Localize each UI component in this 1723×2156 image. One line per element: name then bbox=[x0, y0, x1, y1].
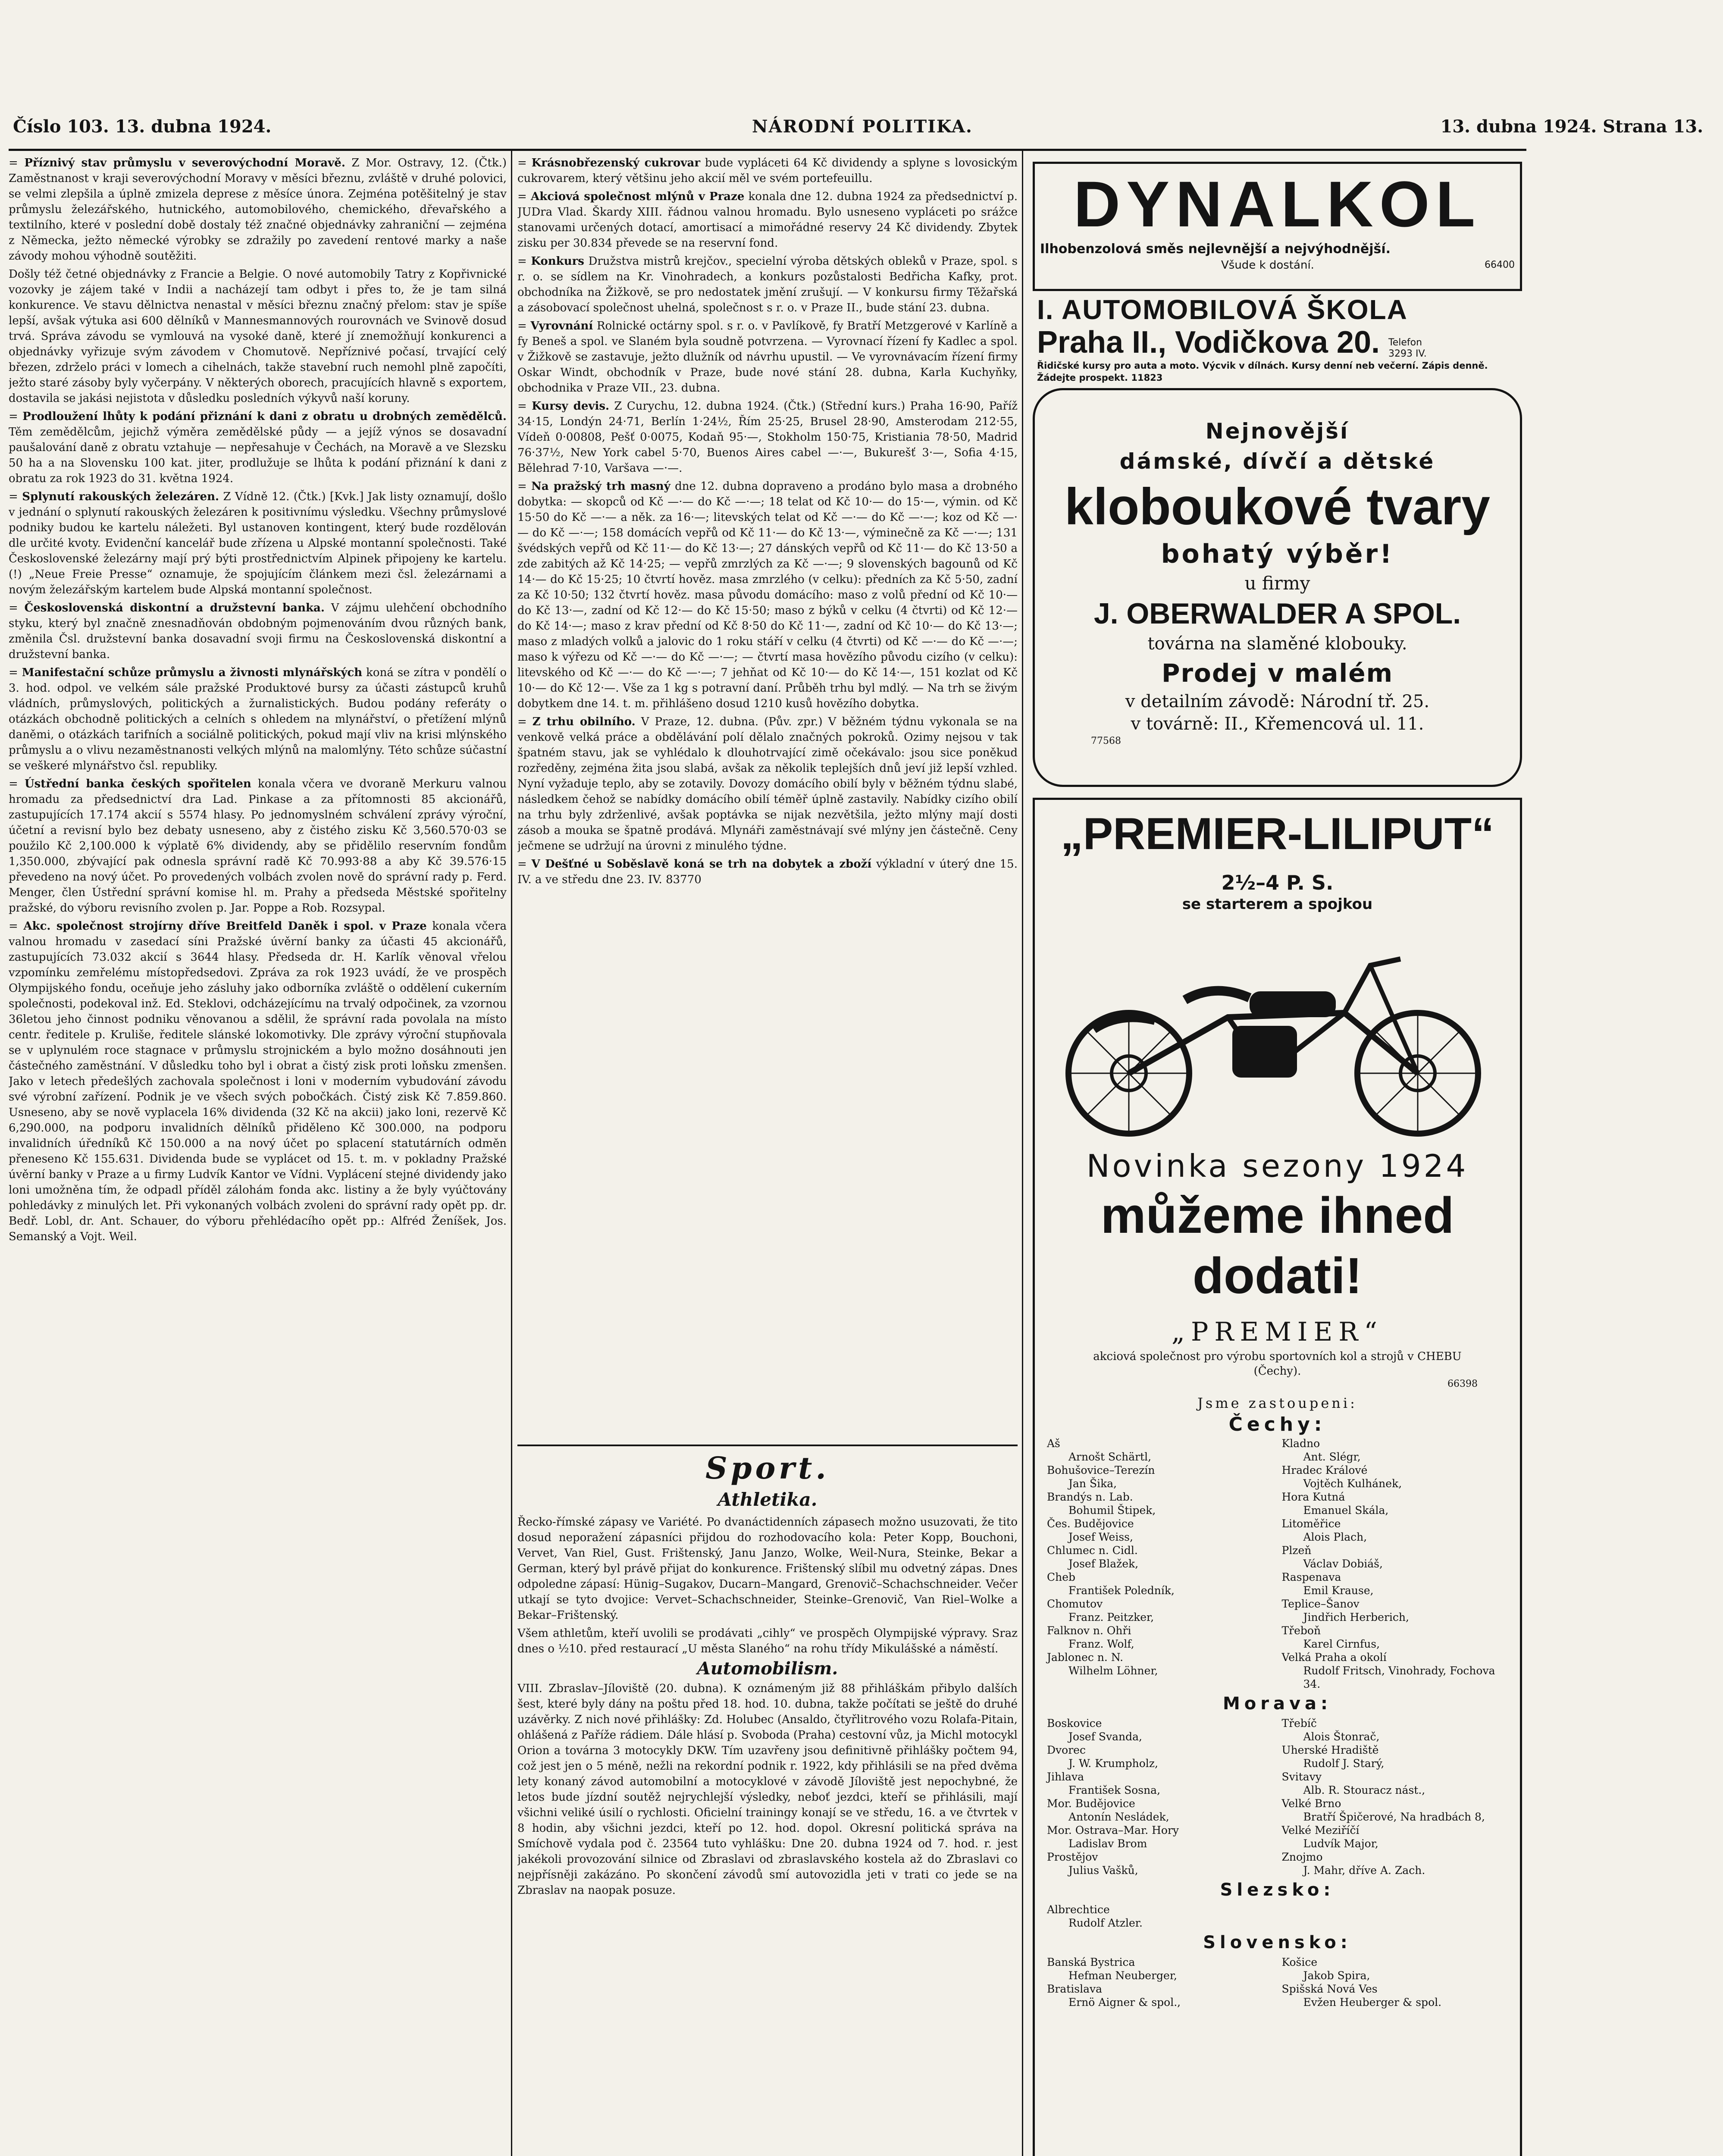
autoskola-ad bbox=[1033, 293, 1522, 383]
article-marker: = bbox=[517, 255, 531, 268]
article bbox=[9, 665, 507, 774]
dealer-line: Rudolf Atzler. bbox=[1068, 1917, 1143, 1929]
dealer-line: Rudolf Fritsch, Vinohrady, Fochova 34. bbox=[1303, 1664, 1495, 1690]
article bbox=[517, 318, 1018, 396]
dealer-line: Bratří Špičerové, Na hradbách 8, bbox=[1303, 1811, 1485, 1823]
article-body: bude vypláceti 64 Kč dividendy a splyne s lovosickým cukrovarem, který většinu jeho akcií měl ve svém portefeuillu. bbox=[517, 157, 1018, 185]
dealer-line: Jihlava bbox=[1047, 1771, 1084, 1783]
dealer-line: Třeboň bbox=[1281, 1624, 1321, 1637]
premier-firm: akciová společnost pro výrobu sportovních kol a strojů v CHEBU (Čechy). bbox=[1093, 1350, 1462, 1378]
column-divider bbox=[511, 151, 512, 2156]
article-body: konala včera valnou hromadu v zasedací síni Pražské úvěrní banky za účasti 45 akcionářů, zastupujících 73.032 akcií s 3644 hlasy. Předseda dr. H. Karlík věnoval vřelou vzpomínku zemřelému místopředsedovi. Zpráva za rok 1923 uvádí, že ve prospěch Olympijského fondu, oceňuje jeho zásluhy jako odborníka zvláště o oddělení cukerním společnosti, podekoval inž. Ed. Steklovi, odcházejícímu na trvalý odpočinek, za vzornou 36letou jeho činnost podniku věnovanou a sdělil, že správní rada povolala na místo centr. ředitele p. Kruliše, ředitele slánské lokomotivky. Dle zprávy výroční stupňovala se v uplynulém roce stagnace v průmyslu strojnickém a bylo možno dosáhnouti jen částečného zaměstnání. V důsledku toho byl i obrat a čistý zisk proti loňsku zmenšen. Jako v letech předešlých zachovala společnost i loni v moderním vybudování závodu své výrobní zařízení. Podnik je ve všech svých pobočkách. Čistý zisk Kč 7.859.860. Usneseno, aby se nově vyplacela 16% dividenda (32 Kč na akcii) jako loni, rezervě Kč 6,290.000, na podporu invalidních dělníků přiděleno Kč 300.000, na podporu invalidních úředníků Kč 150.000 a na nový účet po splacení statutárních odměn přeneseno Kč 155.631. Dividenda bude se vyplácet od 15. t. m. v pokladny Pražské úvěrní banky v Praze a u firmy Ludvík Kantor ve Vídni. Vyplácení stejné dividendy jako loni umožněna tím, že odpadl příděl zálohám fonda akc. listiny a že byly vyúčtovány pohledávky z minulých let. Při vykonaných volbách zvoleni do správní rady opět pp. dr. Bedř. Lobl, dr. Ant. Schauer, do výboru přehlédacího opět pp.: Alfréd Ženíšek, Jos. Semanský a Vojt. Weil. bbox=[9, 920, 507, 1243]
header-right: 13. dubna 1924. Strana 13. bbox=[1440, 116, 1703, 137]
morava-left-list bbox=[1043, 1717, 1278, 1877]
autoskola-line: Řidičské kursy pro auta a moto. Výcvik v dílnách. Kursy denní neb večerní. Zápis denně. Žádejte prospekt. 11823 bbox=[1037, 360, 1488, 383]
article-body: V Praze, 12. dubna. (Pův. zpr.) V běžném týdnu vykonala se na venkově velká práce a obdělávání polí dělalo značných pokroků. Ozimy nejsou v tak špatném stavu, jak se vyhlédalo k dlouhotrvající zimě očekávalo: jsou sice poněkud rozředěny, zejména žita jsou slabá, avšak za několik teplejších dnů jeví již lepší vzhled. Nyní vyžaduje teplo, aby se zotavily. Dovozy domácího obilí byly v běžném týdnu slabé, následkem čehož se nabídky domácího obilí téměř úplně zastavily. Nabídky cizího obilí na trhu byly zdrženlivé, avšak poptávka se nijak nezvětšila, ježto mlýny mají dosti zásob a mouka se špatně prodává. Mlynáři zaměstnávají své mlýny jen částečně. Ceny ječmene se udržují na úrovni z minulého týdne. bbox=[517, 715, 1018, 852]
header-left: Číslo 103. 13. dubna 1924. bbox=[13, 116, 272, 137]
hats-firm: J. OBERWALDER A SPOL. bbox=[1093, 597, 1461, 630]
column-2 bbox=[517, 155, 1018, 1440]
dealer-line: František Poledník, bbox=[1068, 1584, 1175, 1597]
autoskola-phone: Telefon 3293 IV. bbox=[1388, 337, 1427, 359]
article-body: konala dne 12. dubna 1924 za předsednictví p. JUDra Vlad. Škardy XIII. řádnou valnou hromadu. Bylo usneseno vypláceti po srážce stanovami určených dotací, amortisací a mimořádné reservy 24 Kč dividendy. Zbytek zisku per 30.834 převede se na reservní fond. bbox=[517, 190, 1018, 250]
article-body: Rolnické octárny spol. s r. o. v Pavlíkově, fy Bratří Metzgerové v Karlíně a fy Beneš a spol. ve Slaném byla soudně potvrzena. — Vyrovnací řízení fy Kadlec a spol. v Žižkově se zastavuje, ježto dlužník od návrhu upustil. — Ve vyrovnávacím řízení firmy Oskar Windt, obchodník v Praze, bude nové stání 28. dubna, Karla Kuchyňky, obchodnika v Praze VII., 23. dubna. bbox=[517, 320, 1018, 395]
premier-ps: 2½–4 P. S. bbox=[1221, 871, 1334, 894]
premier-code: 66398 bbox=[1447, 1379, 1478, 1389]
dealer-line: Falknov n. Ohři bbox=[1047, 1624, 1131, 1637]
slovensko-left-list bbox=[1043, 1955, 1278, 2009]
article-body: Těm zemědělcům, jejichž výměra zemědělské půdy — a jejíž výnos se dosavadní paušalování daně z obratu vztahuje — nepřesahuje v Čechách, na Moravě a ve Slezsku 50 ha a na Slovensku 100 kat. jiter, prodlužuje se lhůta k podání přiznání k dani z obratu za rok 1923 do 31. května 1924. bbox=[9, 426, 507, 485]
article bbox=[9, 155, 507, 264]
article-marker: = bbox=[9, 490, 22, 503]
dealer-line: Mor. Ostrava–Mar. Hory bbox=[1047, 1824, 1179, 1836]
morava-right-list bbox=[1278, 1717, 1513, 1877]
article-headline: Krásnobřezenský cukrovar bbox=[531, 157, 701, 169]
dealer-line: Prostějov bbox=[1047, 1851, 1098, 1863]
sport-subtitle-2: Automobilism. bbox=[697, 1658, 838, 1679]
dealer-line: Dvorec bbox=[1047, 1744, 1086, 1756]
dealer-line: Velké Brno bbox=[1281, 1797, 1341, 1810]
article-headline: Kursy devis. bbox=[532, 400, 610, 413]
premier-ad bbox=[1033, 798, 1522, 2156]
dealer-line: Velké Meziříčí bbox=[1281, 1824, 1360, 1836]
column-divider bbox=[1022, 151, 1023, 2156]
article-body: Z Mor. Ostravy, 12. (Čtk.) Zaměstnanost v kraji severovýchodní Moravy v měsíci březnu, zvláště v druhé polovici, se velmi zlepšila a úplně zmizela deprese z měsíce února. Zejména potěšitelný je stav průmyslu železářského, hutnického, automobilového, chemického, dřevařského a textilního, které v poslední době dostaly též značné objednávky zahraniční — zejména z Německa, ježto německé výrobky se zdražily po zavedení rentové marky a naše závody mohou výhodně soutěžiti. bbox=[9, 157, 507, 263]
dynalkol-name: DYNALKOL bbox=[1073, 168, 1482, 240]
dealer-line: Banská Bystrica bbox=[1047, 1956, 1135, 1968]
motorcycle-illustration bbox=[1043, 918, 1515, 1142]
article-headline: V Dešťné u Soběslavě koná se trh na dobytek a zboží bbox=[531, 858, 872, 871]
dealer-line: Julius Vašků, bbox=[1068, 1864, 1138, 1877]
article-headline: Manifestační schůze průmyslu a živnosti mlynářských bbox=[22, 666, 363, 679]
dealer-line: Jakob Spira, bbox=[1303, 1969, 1370, 1982]
dynalkol-ad bbox=[1033, 162, 1522, 291]
autoskola-title: I. AUTOMOBILOVÁ ŠKOLA bbox=[1037, 294, 1408, 325]
dealer-line: Jindřich Herberich, bbox=[1303, 1611, 1409, 1623]
dealer-line: Košice bbox=[1281, 1956, 1318, 1968]
article bbox=[9, 600, 507, 662]
column-1 bbox=[9, 155, 507, 2156]
article-headline: Příznivý stav průmyslu v severovýchodní Moravě. bbox=[24, 157, 345, 169]
sport-text-2: Všem athletům, kteří uvolili se prodávati „cihly“ ve prospěch Olympijské výpravy. Sraz dnes o ½10. před restaurací „U města Slaného“ na rohu třídy Mikulášské a náměstí. bbox=[517, 1627, 1018, 1655]
dynalkol-code: 66400 bbox=[1485, 260, 1515, 270]
premier-novinka: Novinka sezony 1924 bbox=[1086, 1148, 1469, 1184]
region-morava: Morava: bbox=[1222, 1694, 1332, 1714]
hats-line1: Nejnovější bbox=[1205, 419, 1350, 444]
dealer-line: Spišská Nová Ves bbox=[1281, 1983, 1378, 1995]
dealer-line: Alois Plach, bbox=[1303, 1531, 1367, 1543]
dealer-line: Josef Svanda, bbox=[1068, 1730, 1143, 1743]
article-headline: Vyrovnání bbox=[530, 320, 593, 332]
dealer-line: Hradec Králové bbox=[1281, 1464, 1368, 1476]
article-marker: = bbox=[9, 410, 23, 423]
region-cechy: Čechy: bbox=[1228, 1413, 1326, 1435]
dealer-line: František Sosna, bbox=[1068, 1784, 1161, 1796]
article-headline: Na pražský trh masný bbox=[531, 480, 670, 493]
article bbox=[517, 479, 1018, 711]
dealer-line: Teplice–Šanov bbox=[1281, 1598, 1360, 1610]
article-body: výkladní v úterý dne 15. IV. a ve středu dne 23. IV. 83770 bbox=[517, 858, 1018, 886]
article bbox=[517, 398, 1018, 476]
dealer-line: Hefman Neuberger, bbox=[1068, 1969, 1177, 1982]
sport-rule bbox=[517, 1445, 1018, 1446]
article-marker: = bbox=[517, 480, 532, 493]
dealer-line: Franz. Peitzker, bbox=[1068, 1611, 1154, 1623]
dealer-line: Antonín Nesládek, bbox=[1068, 1811, 1169, 1823]
article-marker: = bbox=[517, 190, 531, 203]
article-marker: = bbox=[517, 400, 532, 413]
premier-brand: „PREMIER“ bbox=[1171, 1317, 1384, 1347]
article-marker: = bbox=[9, 920, 24, 933]
dealer-line: Albrechtice bbox=[1047, 1903, 1110, 1916]
article-body: V zájmu ulehčení obchodního styku, který byl značně znesnadňován obdobným pojmenováním dvou různých bank, změnila Čsl. družstevní banka dosavadní svoji firmu na Československá diskontní a družstevní banka. bbox=[9, 602, 507, 661]
region-slovensko: Slovensko: bbox=[1203, 1933, 1352, 1952]
article-headline: Československá diskontní a družstevní banka. bbox=[24, 602, 325, 614]
dealer-line: Alb. R. Stouracz nást., bbox=[1303, 1784, 1425, 1796]
article bbox=[517, 856, 1018, 887]
dealer-line: Václav Dobiáš, bbox=[1303, 1557, 1383, 1570]
hats-line10: v továrně: II., Křemencová ul. 11. bbox=[1131, 714, 1424, 734]
dealer-line: Josef Blažek, bbox=[1068, 1557, 1139, 1570]
header-rule bbox=[9, 149, 1526, 151]
sport-text-3: VIII. Zbraslav–Jíloviště (20. dubna). K oznámeným již 88 přihláškám přibylo dalších šest, které byly dány na poštu před 18. hod. 10. dubna, takže počítati se ještě do druhé uzávěrky. Z nich nové přihlášky: Zd. Holubec (Ansaldo, čtyřlitrového vozu Rolafa-Pitain, ohlášená z Paříže rádiem. Dále hlásí p. Svoboda (Praha) cestovní vůz, ja Michl motocykl Orion a továrna 3 motocykly DKW. Tím uzavřeny jsou definitivně přihlášky počtem 94, což jest jen o 5 méně, nežli na rekordní podnik r. 1922, kdy přihlásili se na před dvěma lety konaný závod automobilní a motocyklové v závodě Jíloviště jest nepochybné, že letos bude jízdní soutěž nejrychlejší výsledky, neboť jezdci, kteří se přihlásili, mají všichni veliké úsilí o rychlosti. Oficielní trainingy konají se ve středu, 16. a ve čtvrtek v 8 hodin, aby všichni jezdci, kteří po 12. hod. dopol. Okresní politická správa na Smíchově vydala pod č. 23564 tuto vyhlášku: Dne 20. dubna 1924 od 7. hod. r. jest jakékoli provozování silnice od Zbraslavi od zbraslavského kostela až do Zbraslavi co nejpřísněji zakázáno. Po skončení závodů smí autovozidla jeti v trati co jede se na Zbraslav na naopak posuze. bbox=[517, 1682, 1018, 1897]
article-headline: Konkurs bbox=[531, 255, 584, 268]
dealer-line: Alois Štonrač, bbox=[1303, 1730, 1380, 1743]
dealer-line: Chomutov bbox=[1047, 1598, 1103, 1610]
dealer-line: Arnošt Schärtl, bbox=[1068, 1451, 1152, 1463]
premier-title: „PREMIER-LILIPUT“ bbox=[1060, 809, 1494, 859]
article-body: Z Vídně 12. (Čtk.) [Kvk.] Jak listy oznamují, došlo v jednání o splynutí rakouských železáren k positivnímu výsledku. Všechny průmyslové podniky budou ke kartelu náležeti. Byl ustanoven kontingent, který bude rozdělován dle určité kvoty. Evidenční kancelář bude zřízena u Alpské montanní společnosti. Také Československé železárny mají prý býti prostřednictvím Alpinek připojeny ke kartelu. (!) „Neue Freie Presse“ oznamuje, že spojujícím článkem mezi čsl. železárnami a novým železářským kartelem bude Alpská montanní společnost. bbox=[9, 490, 507, 596]
hats-line2: dámské, dívčí a dětské bbox=[1119, 449, 1435, 474]
dealer-line: Bohumil Štipek, bbox=[1068, 1504, 1156, 1517]
article bbox=[9, 489, 507, 598]
dealer-line: Franz. Wolf, bbox=[1068, 1638, 1134, 1650]
article bbox=[9, 409, 507, 486]
dealer-line: Velká Praha a okolí bbox=[1281, 1651, 1387, 1664]
article-body: Družstva mistrů krejčov., specielní výroba dětských obleků v Praze, spol. s r. o. se sídlem na Kr. Vinohradech, a konkurs pozůstalosti Bedřicha Kafky, prot. obchodníka na Žižkově, se pro nedostatek jmění zrušují. — V konkursu firmy Těžařská a zásobovací společnost uhelná, společnost s r. o. v Praze II., bude stání 23. dubna. bbox=[517, 255, 1018, 314]
article-marker: = bbox=[517, 320, 531, 332]
article-body: konala včera ve dvoraně Merkuru valnou hromadu za předsednictví dra Lad. Pinkase a za přítomnosti 85 akcionářů, zastupujících 17.174 akcií s 5574 hlasy. Po jednomyslném schválení zprávy výroční, účetní a revisní bylo bez debaty usneseno, aby z čistého zisku Kč 3,560.570·03 se použilo Kč 2,100.000 k výplatě 6% dividendy, aby se přidělilo reservním fondům 1,350.000, zbývající pak odnesla správní radě Kč 70.993·88 a aby Kč 39.576·15 převedeno na nový účet. Po provedených volbách zvolen nově do správní rady p. Ferd. Menger, člen Ústřední správní komise hl. m. Prahy a předseda Městské spořitelny pražské, do výboru revisního zvolen p. Jar. Poppe a Rob. Rozsypal. bbox=[9, 777, 507, 915]
dealer-line: Uherské Hradiště bbox=[1281, 1744, 1379, 1756]
dealer-line: Cheb bbox=[1047, 1571, 1076, 1583]
article bbox=[517, 254, 1018, 316]
sport-text-1: Řecko-římské zápasy ve Variété. Po dvanáctidenních zápasech možno usuzovati, že tito dosud neporažení zápasníci přijdou do rozhodovacího kola: Peter Kopp, Bouchoni, Vervet, Van Riel, Gust. Frištenský, Janu Janzo, Wolke, Weil-Nura, Steinke, Bekar a German, který byl právě přijat do konkurence. Frištenský slíbil mu odvetný zápas. Dnes odpoledne zápasí: Hünig–Sugakov, Ducarn–Mangard, Grenovič–Schachschneider. Večer utkají se tyto dvojice: Vervet–Schachschneider, Steinke–Grenovič, Van Riel–Wolke a Bekar–Frištenský. bbox=[517, 1516, 1018, 1622]
dealer-line: Čes. Budějovice bbox=[1047, 1517, 1134, 1530]
dealer-line: Raspenava bbox=[1281, 1571, 1341, 1583]
dealer-line: Emil Krause, bbox=[1303, 1584, 1374, 1597]
dealer-line: Evžen Heuberger & spol. bbox=[1303, 1996, 1442, 2009]
article-headline: Akc. společnost strojírny dříve Breitfeld Daněk i spol. v Praze bbox=[23, 920, 427, 933]
dealer-line: Ant. Slégr, bbox=[1303, 1451, 1361, 1463]
premier-starter: se starterem a spojkou bbox=[1182, 896, 1373, 913]
autoskola-address: Praha II., Vodičkova 20. bbox=[1037, 325, 1380, 360]
dealer-line: Wilhelm Löhner, bbox=[1068, 1664, 1158, 1677]
dealer-line: Emanuel Skála, bbox=[1303, 1504, 1389, 1517]
dealer-line: Kladno bbox=[1281, 1437, 1320, 1450]
article-headline: Splynutí rakouských železáren. bbox=[22, 490, 219, 503]
article-body: Z Curychu, 12. dubna 1924. (Čtk.) (Střední kurs.) Praha 16·90, Paříž 34·15, Londýn 24·71, Berlín 1·24½, Řím 25·25, Brusel 28·90, Amsterodam 212·55, Vídeň 0·00808, Pešť 0·0075, Kodaň 95·—, Stokholm 150·75, Kristiania 78·50, Madrid 76·37½, New York cabel 5·70, Buenos Aires cabel —·—, Bukurešť 3·—, Sofia 4·15, Bělehrad 7·10, Varšava —·—. bbox=[517, 400, 1018, 475]
article-headline: Prodloužení lhůty k podání přiznání k dani z obratu u drobných zemědělců. bbox=[22, 410, 507, 423]
dealer-line: Plzeň bbox=[1281, 1544, 1312, 1557]
sport-title: Sport. bbox=[705, 1450, 830, 1486]
dealer-line: Jablonec n. N. bbox=[1047, 1651, 1124, 1664]
header-title: NÁRODNÍ POLITIKA. bbox=[752, 116, 973, 137]
dealer-line: Třebíč bbox=[1281, 1717, 1317, 1730]
dynalkol-line2: Všude k dostání. bbox=[1221, 259, 1314, 272]
dealer-line: J. W. Krumpholz, bbox=[1068, 1757, 1158, 1770]
hats-code: 77568 bbox=[1091, 736, 1121, 746]
region-slezsko: Slezsko: bbox=[1220, 1880, 1335, 1900]
dealer-line: Karel Cirnfus, bbox=[1303, 1638, 1380, 1650]
article-marker: = bbox=[9, 602, 25, 614]
hats-line4: bohatý výběr! bbox=[1161, 539, 1394, 569]
dealer-line: Znojmo bbox=[1281, 1851, 1323, 1863]
article-marker: = bbox=[9, 157, 25, 169]
dealer-line: Hora Kutná bbox=[1281, 1491, 1345, 1503]
hats-line5: u firmy bbox=[1244, 573, 1310, 594]
dealer-line: Rudolf J. Starý, bbox=[1303, 1757, 1385, 1770]
hats-ad bbox=[1033, 388, 1522, 787]
premier-dodati: můžeme ihned dodati! bbox=[1100, 1187, 1454, 1304]
article-marker: = bbox=[9, 777, 25, 790]
dealer-line: Bohušovice–Terezín bbox=[1047, 1464, 1155, 1476]
article bbox=[9, 918, 507, 1244]
dynalkol-line1: Ilhobenzolová směs nejlevnější a nejvýhodnější. bbox=[1040, 241, 1391, 257]
cechy-right-list bbox=[1278, 1437, 1513, 1691]
hats-line3: kloboukové tvary bbox=[1064, 478, 1490, 536]
article-body: koná se zítra v pondělí o 3. hod. odpol. ve velkém sále pražské Produktové bursy za účasti zástupců kruhů vládních, průmyslových, politických a žurnalistických. Budou podány referáty o otázkách obchodně politických a celních s ohledem na mlynářství, o přetížení mlýnů daněmi, o otázkách tarifních a sociálně politických, pokud mají vliv na krisi mlýnského průmyslu a o vlivu nezaměstnanosti velkých mlýnů na maloml‌ýny. Této schůze súčastní se veškeré mlynářstvo čsl. republiky. bbox=[9, 666, 507, 772]
dealer-line: Ludvík Major, bbox=[1303, 1837, 1378, 1850]
dealer-line: Aš bbox=[1047, 1437, 1060, 1450]
dealer-line: Josef Weiss, bbox=[1068, 1531, 1133, 1543]
article-headline: Akciová společnost mlýnů v Praze bbox=[531, 190, 745, 203]
article-marker: = bbox=[517, 157, 532, 169]
dealer-line: Ernö Aigner & spol., bbox=[1068, 1996, 1181, 2009]
sport-section bbox=[517, 1449, 1018, 2156]
dealer-line: Jan Šika, bbox=[1068, 1477, 1117, 1490]
article-body: Došly též četné objednávky z Francie a Belgie. O nové automobily Tatry z Kopřivnické vozovky je zájem také v Indii a nacházejí tam odbyt i přes to, že je tam silná konkurence. Ve stavu dělnictva nenastal v měsíci březnu značný přelom: stav je spíše lepší, avšak výtuka asi 600 dělníků v Mannesmannových rourovnách ve Svinově dosud trvá. Správa závodu se vymlouvá na vysoké daně, které jí znemožňují konkurenci a objednávky vyřizuje svým závodem v Chomutově. Nepříznivé počasí, trvající celý březen, zdrželo práci v lomech a cihelnách, takže stavební ruch nemohl plně započíti, ježto staré zásoby byly vyčerpány. V některých oborech, pracujících hlavně s exportem, dostavila se jakási nejistota v důsledku posledních výkyvů naší koruny. bbox=[9, 268, 507, 405]
premier-jsme: Jsme zastoupeni: bbox=[1197, 1395, 1357, 1411]
article bbox=[9, 776, 507, 916]
dealer-line: Chlumec n. Cidl. bbox=[1047, 1544, 1138, 1557]
dealer-line: J. Mahr, dříve A. Zach. bbox=[1303, 1864, 1425, 1877]
article bbox=[517, 189, 1018, 251]
article-marker: = bbox=[9, 666, 22, 679]
hats-line7: továrna na slaměné klobouky. bbox=[1147, 634, 1407, 654]
article-headline: Ústřední banka českých spořitelen bbox=[25, 777, 251, 790]
slezsko-list bbox=[1043, 1903, 1512, 1930]
article-headline: Z trhu obilního. bbox=[532, 715, 636, 728]
article-marker: = bbox=[517, 715, 533, 728]
article bbox=[517, 714, 1018, 854]
sport-subtitle: Athletika. bbox=[717, 1489, 818, 1510]
cechy-left-list bbox=[1043, 1437, 1278, 1691]
dealer-line: Litoměřice bbox=[1281, 1517, 1341, 1530]
article bbox=[9, 266, 507, 406]
article-marker: = bbox=[517, 858, 532, 871]
dealer-line: Bratislava bbox=[1047, 1983, 1103, 1995]
dealer-line: Svitavy bbox=[1281, 1771, 1322, 1783]
article bbox=[517, 155, 1018, 186]
slovensko-right-list bbox=[1278, 1955, 1513, 2009]
dealer-line: Boskovice bbox=[1047, 1717, 1102, 1730]
dealer-line: Mor. Budějovice bbox=[1047, 1797, 1135, 1810]
hats-line8: Prodej v malém bbox=[1161, 658, 1394, 688]
dealer-line: Ladislav Brom bbox=[1068, 1837, 1147, 1850]
hats-line9: v detailním závodě: Národní tř. 25. bbox=[1125, 692, 1430, 711]
dealer-line: Vojtěch Kulhánek, bbox=[1303, 1477, 1402, 1490]
article-body: dne 12. dubna dopraveno a prodáno bylo masa a drobného dobytka: — skopců od Kč —·— do Kč —·—; 18 telat od Kč 10·— do 15·—, výmin. od Kč 15·50 do Kč —·— a něk. za 16·—; litevských telat od Kč —·— do Kč —·—; koz od Kč —·— do Kč —·—; 158 domácích vepřů od Kč 11·— do Kč 13·—, výminečně za Kč —·—; 131 švédských vepřů od Kč 11·— do Kč 13·—; 27 dánských vepřů od Kč 11·— do Kč 13·50 a zde zabitých až Kč 14·25; — vepřů zmrzlých za Kč —·—; 9 slovenských bagounů od Kč 14·— do Kč 15·25; 10 čtvrtí hověz. masa zmrzlého (v celku): předních za Kč 5·50, zadní za Kč 10·50; 132 čtvrtí hověz. masa původu domácího: maso z volů přední od Kč 10·— do Kč 13·—, zadní od Kč 12·— do Kč 15·50; maso z býků v celku (4 čtvrti) od Kč 12·— do Kč 14·—; maso z krav přední od Kč 8·50 do Kč 11·—, zadní od Kč 10·— do Kč 13·—; maso z mladých volků a jalovic do 1 roku stáří v celku (4 čtvrti) od Kč —·— do Kč —·—; maso k výřezu od Kč —·— do Kč —·—; — čtvrtí masa hovězího původu cizího (v celku): litevského od Kč —·— do Kč —·—; 7 jehňat od Kč 10·— do Kč 14·—, 151 kozlat od Kč 10·— do Kč 12·—. Vše za 1 kg s potravní daní. Průběh trhu byl mdlý. — Na trh se živým dobytkem dne 14. t. m. přihlášeno dosud 1210 kusů hovězího dobytka. bbox=[517, 480, 1018, 710]
dealer-line: Brandýs n. Lab. bbox=[1047, 1491, 1133, 1503]
